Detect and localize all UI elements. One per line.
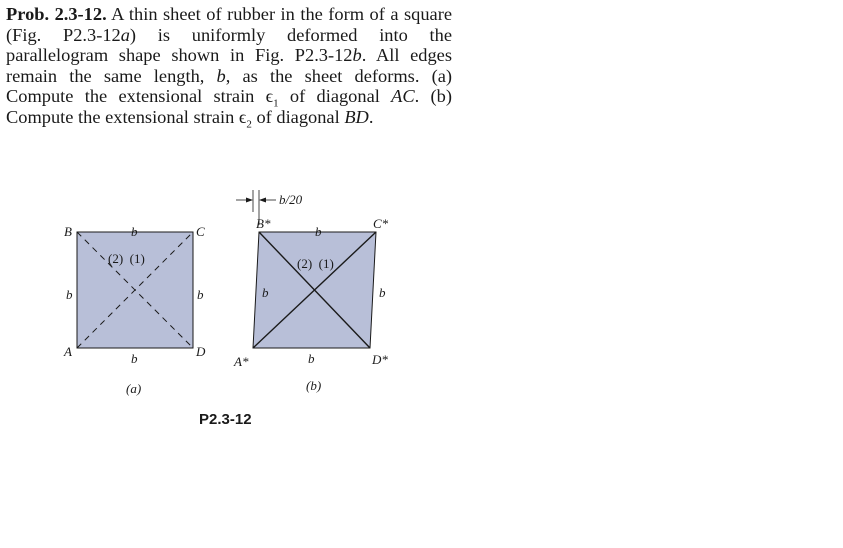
figure-a [63,224,206,396]
problem-text: , as the sheet deforms. (a) Compute the extensional strain [6,65,452,107]
epsilon-symbol: ϵ [265,86,274,107]
diagonal-labels: (2) (1) [297,256,334,271]
figure-b [233,190,389,393]
left-edge-label: b [262,285,269,300]
bottom-edge-label: b [308,351,315,366]
problem-text: of diagonal [251,106,345,127]
subscript-2: 2 [246,118,252,131]
problem-text: . [368,106,374,127]
vertex-a-star-label: A* [234,354,249,369]
arrowhead-right [259,198,266,203]
diagonal-bd: BD [344,106,369,127]
figure-caption: P2.3-12 [199,411,252,428]
problem-text: . All edges remain the same length, [6,45,453,86]
right-edge-label: b [379,285,386,300]
bottom-edge-label: b [131,351,138,366]
arrowhead-left [246,198,253,203]
vertex-d-star-label: D* [372,352,388,367]
left-edge-label: b [66,287,73,302]
problem-text: . (b) Compute the extensional strain [6,86,452,127]
top-edge-label: b [131,224,138,239]
sublabel-b: (b) [306,378,322,393]
epsilon-symbol: ϵ [238,106,247,127]
sublabel-a: (a) [126,381,142,396]
vertex-b-label: B [64,224,72,239]
fig-ref-b: b [352,45,362,66]
problem-text: ) is uniformly deformed into the parallelogram shape shown in Fig. P2.3-12 [6,24,452,66]
edge-length-symbol: b [216,65,226,86]
vertex-b-star-label: B* [256,216,271,231]
fig-ref-a: a [120,24,130,45]
diagonal-labels: (2) (1) [108,251,145,266]
right-edge-label: b [197,287,204,302]
diagonal-ac: AC [391,86,415,107]
top-edge-label: b [315,224,322,239]
vertex-a-label: A [64,344,72,359]
vertex-c-star-label: C* [373,216,389,231]
vertex-c-label: C [196,224,205,239]
offset-label: b/20 [279,192,303,207]
subscript-1: 1 [273,98,279,111]
problem-number: Prob. 2.3-12. [6,4,107,24]
vertex-d-label: D [196,344,206,359]
problem-text: A thin sheet of rubber in the form of a square (Fig. P2.3-12 [6,4,452,45]
problem-text: of diagonal [278,86,392,107]
